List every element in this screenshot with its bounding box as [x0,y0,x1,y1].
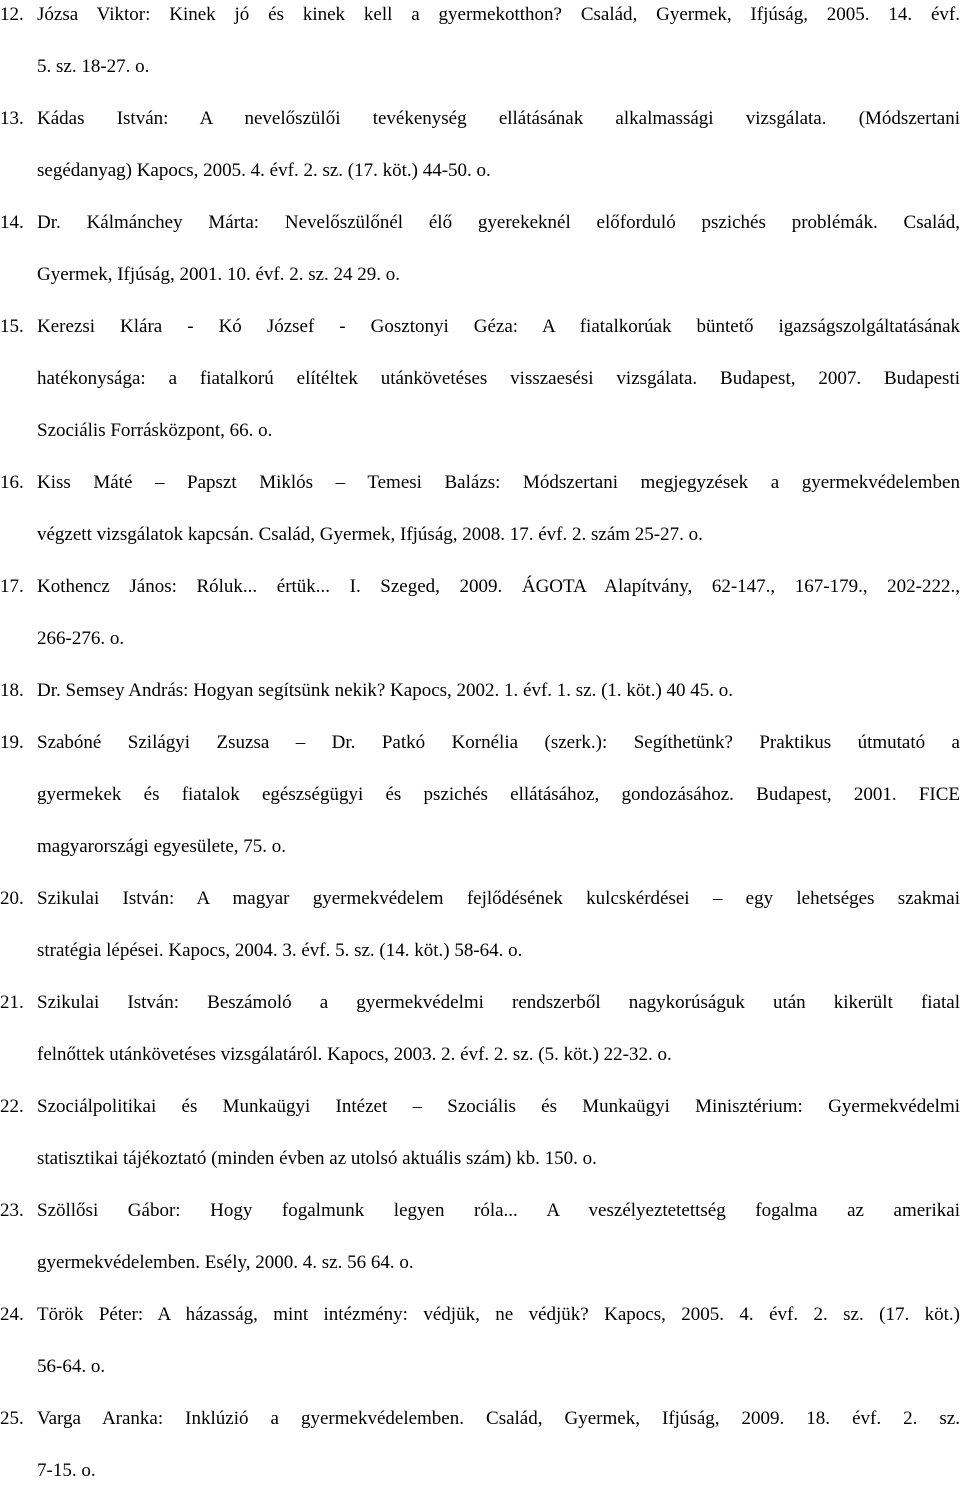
reference-line [0,561,960,613]
reference-line [0,613,960,665]
reference-text: Kerezsi Klára - Kó József - Gosztonyi Géza: A fiatalkorúak büntető igazságszolgáltatásának [37,316,960,337]
reference-text: Varga Aranka: Inklúzió a gyermekvédelemben. Család, Gyermek, Ifjúság, 2009. 18. évf. 2. sz. [37,1408,960,1429]
reference-text: gyermekvédelemben. Esély, 2000. 4. sz. 56 64. o. [37,1252,414,1273]
reference-text: 7-15. o. [37,1460,96,1481]
reference-entry [0,873,960,977]
reference-text: 56-64. o. [37,1356,106,1377]
reference-number: 23. [0,1200,24,1221]
reference-number: 18. [0,680,24,701]
reference-text: stratégia lépései. Kapocs, 2004. 3. évf. 5. sz. (14. köt.) 58-64. o. [37,940,523,961]
reference-line [0,1445,960,1497]
reference-text: hatékonysága: a fiatalkorú elítéltek utánkövetéses visszaesési vizsgálata. Budapest, 2007. Budapesti [37,368,960,389]
reference-line [0,717,960,769]
reference-line [0,1133,960,1185]
reference-line [0,665,960,717]
reference-line [0,1237,960,1289]
reference-entry [0,197,960,301]
reference-line [0,301,960,353]
reference-entry [0,1185,960,1289]
reference-number: 16. [0,472,24,493]
reference-number: 25. [0,1408,24,1429]
reference-entry [0,1081,960,1185]
reference-line [0,0,960,41]
reference-text: Kothencz János: Róluk... értük... I. Szeged, 2009. ÁGOTA Alapítvány, 62-147., 167-179., 202-222., [37,576,960,597]
reference-text: statisztikai tájékoztató (minden évben az utolsó aktuális szám) kb. 150. o. [37,1148,597,1169]
reference-entry [0,561,960,665]
reference-line [0,1185,960,1237]
reference-text: Szikulai István: Beszámoló a gyermekvédelmi rendszerből nagykorúságuk után kikerült fiatal [37,992,960,1013]
reference-text: gyermekek és fiatalok egészségügyi és pszichés ellátásához, gondozásához. Budapest, 2001. FICE [37,784,960,805]
reference-text: végzett vizsgálatok kapcsán. Család, Gyermek, Ifjúság, 2008. 17. évf. 2. szám 25-27. o. [37,524,703,545]
reference-text: Kádas István: A nevelőszülői tevékenység ellátásának alkalmassági vizsgálata. (Módszertani [37,108,960,129]
reference-text: 5. sz. 18-27. o. [37,56,150,77]
reference-text: magyarországi egyesülete, 75. o. [37,836,287,857]
reference-number: 24. [0,1304,24,1325]
reference-text: 266-276. o. [37,628,125,649]
reference-line [0,93,960,145]
reference-number: 17. [0,576,24,597]
reference-entry [0,1393,960,1497]
reference-entry [0,977,960,1081]
reference-line [0,925,960,977]
reference-entry [0,717,960,873]
reference-text: Szociális Forrásközpont, 66. o. [37,420,273,441]
reference-text: Szabóné Szilágyi Zsuzsa – Dr. Patkó Kornélia (szerk.): Segíthetünk? Praktikus útmutató a [37,732,960,753]
reference-line [0,1081,960,1133]
reference-number: 22. [0,1096,24,1117]
reference-text: felnőttek utánkövetéses vizsgálatáról. Kapocs, 2003. 2. évf. 2. sz. (5. köt.) 22-32. o. [37,1044,672,1065]
reference-line [0,821,960,873]
reference-text: Józsa Viktor: Kinek jó és kinek kell a gyermekotthon? Család, Gyermek, Ifjúság, 2005. 14. évf. [37,4,960,25]
reference-entry [0,457,960,561]
reference-line [0,405,960,457]
reference-text: segédanyag) Kapocs, 2005. 4. évf. 2. sz. (17. köt.) 44-50. o. [37,160,491,181]
reference-text: Dr. Kálmánchey Márta: Nevelőszülőnél élő gyerekeknél előforduló pszichés problémák. Család, [37,212,960,233]
reference-line [0,457,960,509]
reference-line [0,769,960,821]
reference-text: Dr. Semsey András: Hogyan segítsünk nekik? Kapocs, 2002. 1. évf. 1. sz. (1. köt.) 40 45. o. [37,680,734,701]
reference-line [0,249,960,301]
reference-number: 15. [0,316,24,337]
reference-line [0,41,960,93]
reference-number: 21. [0,992,24,1013]
reference-entry [0,93,960,197]
reference-line [0,197,960,249]
reference-entry [0,1289,960,1393]
reference-number: 13. [0,108,24,129]
reference-number: 19. [0,732,24,753]
reference-line [0,873,960,925]
reference-line [0,353,960,405]
reference-line [0,1341,960,1393]
reference-text: Szociálpolitikai és Munkaügyi Intézet – Szociális és Munkaügyi Minisztérium: Gyermekvédelmi [37,1096,960,1117]
reference-text: Kiss Máté – Papszt Miklós – Temesi Balázs: Módszertani megjegyzések a gyermekvédelemben [37,472,960,493]
reference-line [0,1289,960,1341]
reference-text: Szikulai István: A magyar gyermekvédelem fejlődésének kulcskérdései – egy lehetséges szakmai [37,888,960,909]
reference-number: 20. [0,888,24,909]
reference-line [0,145,960,197]
reference-entry [0,0,960,93]
reference-number: 12. [0,4,24,25]
reference-entry [0,665,960,717]
reference-line [0,977,960,1029]
reference-line [0,509,960,561]
reference-text: Gyermek, Ifjúság, 2001. 10. évf. 2. sz. 24 29. o. [37,264,401,285]
reference-text: Török Péter: A házasság, mint intézmény: védjük, ne védjük? Kapocs, 2005. 4. évf. 2. sz. (17. köt.) [37,1304,960,1325]
reference-text: Szöllősi Gábor: Hogy fogalmunk legyen róla... A veszélyeztetettség fogalma az amerikai [37,1200,960,1221]
reference-line [0,1393,960,1445]
reference-entry [0,301,960,457]
reference-line [0,1029,960,1081]
reference-number: 14. [0,212,24,233]
